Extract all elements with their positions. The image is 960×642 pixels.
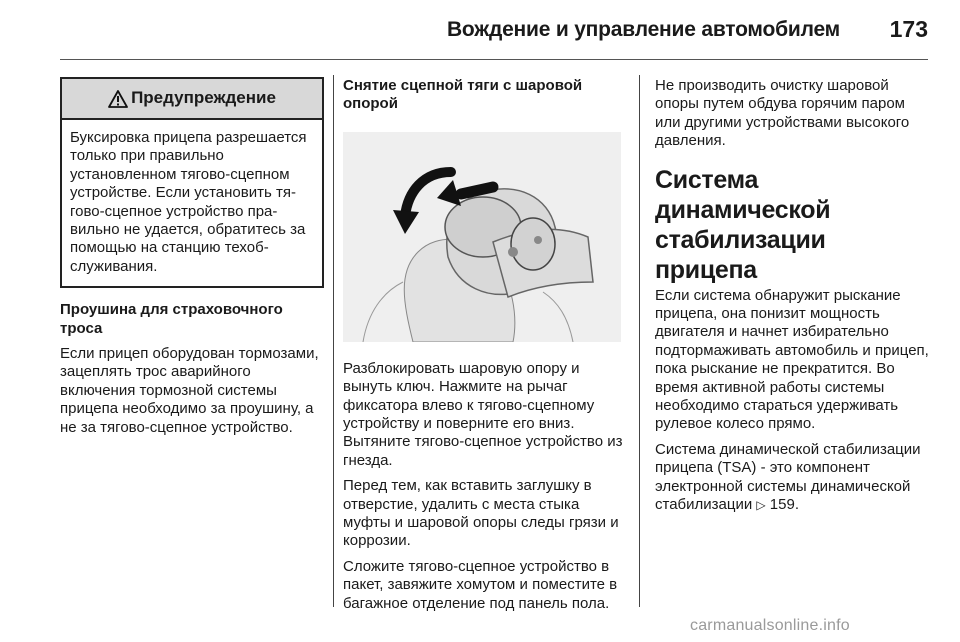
warning-text: Буксировка прицепа разрешается только при правильно установленном тягово-сцепном устройстве. Если установить тягово-сцепное устройство правильно не удается, обратитесь за помощью на станцию техобслуживания. <box>70 129 307 275</box>
cleaning-note: Не производить очистку шаровой опоры путем обдува горячим паром или другими устройствами высокого давления. <box>655 77 910 150</box>
removal-paragraph: Сложите тягово-сцепное устройство в пакет, завяжите хомутом и поместите в багажное отделение под панель пола. <box>343 557 618 612</box>
tsa-paragraph-2-text: Система динамической стабилизации прицепа (TSA) - это компонент электронной системы динамической стабилизации <box>655 440 921 514</box>
towbar-removal-illustration <box>343 132 621 342</box>
watermark: carmanualsonline.info <box>690 617 850 634</box>
warning-title: Предупреждение <box>131 88 276 108</box>
column-middle <box>343 77 623 620</box>
removal-paragraph: Перед тем, как вставить заглушку в отверстие, удалить с места стыка муфты и шаровой опоры следы грязи и коррозии. <box>343 477 619 550</box>
removal-heading: Снятие сцепной тяги с шаровой опорой <box>343 77 583 113</box>
tow-eye-text: Если прицеп оборудован тормозами, зацеплять трос аварийного включения тормозной системы прицепа необходимо за проушину, а не за тягово-сцепное устройство. <box>60 345 319 436</box>
removal-paragraph: Разблокировать шаровую опору и вынуть ключ. Нажмите на рычаг фиксатора влево к тягово-сцепному устройству и поверните его вниз. Вытяните тягово-сцепное устройство из гнезда. <box>343 359 623 469</box>
tsa-paragraph-2 <box>655 441 930 515</box>
section-heading: Система динамической стабилизации прицепа <box>655 165 831 284</box>
header-divider <box>60 59 928 60</box>
page-reference[interactable]: 159. <box>769 496 799 514</box>
page-number: 173 <box>889 16 928 42</box>
column-divider-2 <box>639 75 640 607</box>
warning-box <box>60 77 324 288</box>
column-left <box>60 77 324 444</box>
warning-triangle-icon <box>108 90 128 108</box>
column-divider-1 <box>333 75 334 607</box>
warning-header <box>62 79 322 120</box>
tow-eye-heading: Проушина для страховочного троса <box>60 301 283 337</box>
page-reference-arrow-icon: ▷ <box>756 498 766 513</box>
tsa-paragraph-1: Если система обнаружит рыскание прицепа, она понизит мощность двигателя и начнет избирательно подтормаживать автомобиль и прицеп, пока рыскание не прекратится. Во время активной работы системы необходимо стараться удерживать рулевое колесо прямо. <box>655 286 929 433</box>
column-right <box>655 77 930 522</box>
page-title: Вождение и управление автомобилем <box>446 18 840 41</box>
